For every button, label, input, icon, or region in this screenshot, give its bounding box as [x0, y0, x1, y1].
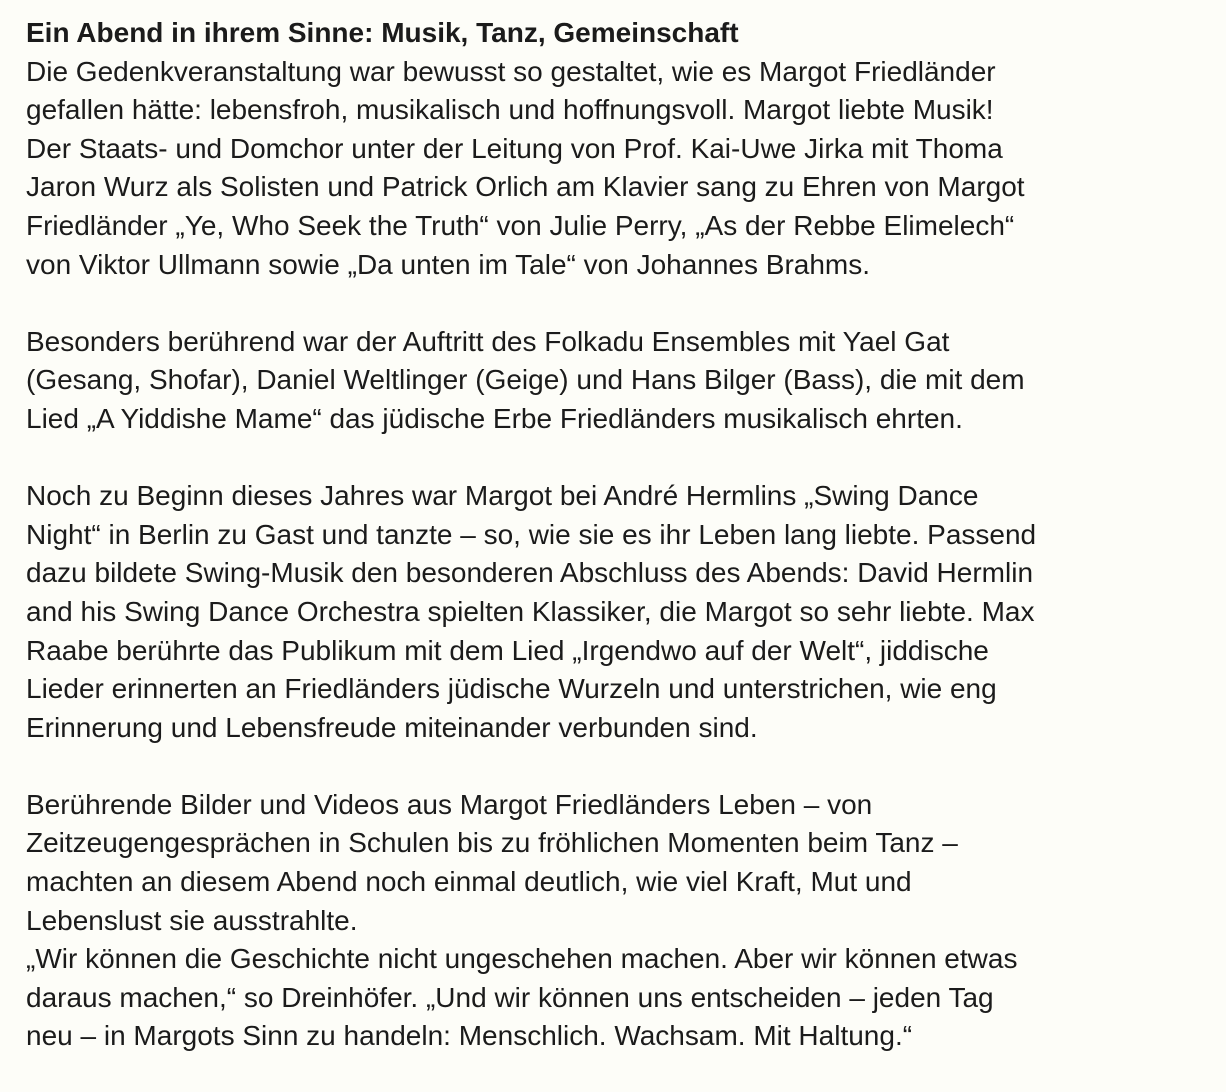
text-line: and his Swing Dance Orchestra spielten Klassiker, die Margot so sehr liebte. Max — [26, 595, 1035, 627]
text-line: Erinnerung und Lebensfreude miteinander verbunden sind. — [26, 711, 758, 743]
paragraph-spacer — [26, 284, 1216, 323]
text-line: Die Gedenkveranstaltung war bewusst so gestaltet, wie es Margot Friedländer — [26, 55, 996, 87]
text-line: Besonders berührend war der Auftritt des Folkadu Ensembles mit Yael Gat — [26, 325, 950, 357]
text-line: Raabe berührte das Publikum mit dem Lied „Irgendwo auf der Welt“, jiddische — [26, 634, 989, 666]
text-line: gefallen hätte: lebensfroh, musikalisch und hoffnungsvoll. Margot liebte Musik! — [26, 94, 994, 126]
text-line: Jaron Wurz als Solisten und Patrick Orlich am Klavier sang zu Ehren von Margot — [26, 171, 1025, 203]
quote-line: „Wir können die Geschichte nicht ungeschehen machen. Aber wir können etwas — [26, 943, 1018, 975]
text-line: dazu bildete Swing-Musik den besonderen Abschluss des Abends: David Hermlin — [26, 557, 1034, 589]
quote-line: neu – in Margots Sinn zu handeln: Menschlich. Wachsam. Mit Haltung.“ — [26, 1020, 913, 1052]
text-line: machten an diesem Abend noch einmal deutlich, wie viel Kraft, Mut und — [26, 866, 912, 898]
text-line: Friedländer „Ye, Who Seek the Truth“ von Julie Perry, „As der Rebbe Elimelech“ — [26, 209, 1015, 241]
text-line: Lebenslust sie ausstrahlte. — [26, 904, 358, 936]
paragraph-folkadu-ensemble — [26, 323, 1216, 439]
article — [26, 14, 1216, 1056]
article-heading: Ein Abend in ihrem Sinne: Musik, Tanz, Gemeinschaft — [26, 17, 739, 48]
paragraph-choir-music — [26, 53, 1216, 285]
text-line: Lied „A Yiddishe Mame“ das jüdische Erbe Friedländers musikalisch ehrten. — [26, 402, 963, 434]
paragraph-images-and-quote — [26, 786, 1216, 1056]
quote-line: daraus machen,“ so Dreinhöfer. „Und wir können uns entscheiden – jeden Tag — [26, 981, 994, 1013]
text-line: von Viktor Ullmann sowie „Da unten im Tale“ von Johannes Brahms. — [26, 248, 871, 280]
paragraph-spacer — [26, 439, 1216, 478]
text-line: Night“ in Berlin zu Gast und tanzte – so, wie sie es ihr Leben lang liebte. Passend — [26, 518, 1037, 550]
text-line: (Gesang, Shofar), Daniel Weltlinger (Geige) und Hans Bilger (Bass), die mit dem — [26, 364, 1025, 396]
text-line: Noch zu Beginn dieses Jahres war Margot bei André Hermlins „Swing Dance — [26, 480, 979, 512]
text-line: Zeitzeugengesprächen in Schulen bis zu fröhlichen Momenten beim Tanz – — [26, 827, 958, 859]
paragraph-spacer — [26, 747, 1216, 786]
text-line: Lieder erinnerten an Friedländers jüdische Wurzeln und unterstrichen, wie eng — [26, 673, 997, 705]
text-line: Der Staats- und Domchor unter der Leitung von Prof. Kai-Uwe Jirka mit Thoma — [26, 132, 1003, 164]
paragraph-swing-dance — [26, 477, 1216, 747]
text-line: Berührende Bilder und Videos aus Margot Friedländers Leben – von — [26, 788, 873, 820]
